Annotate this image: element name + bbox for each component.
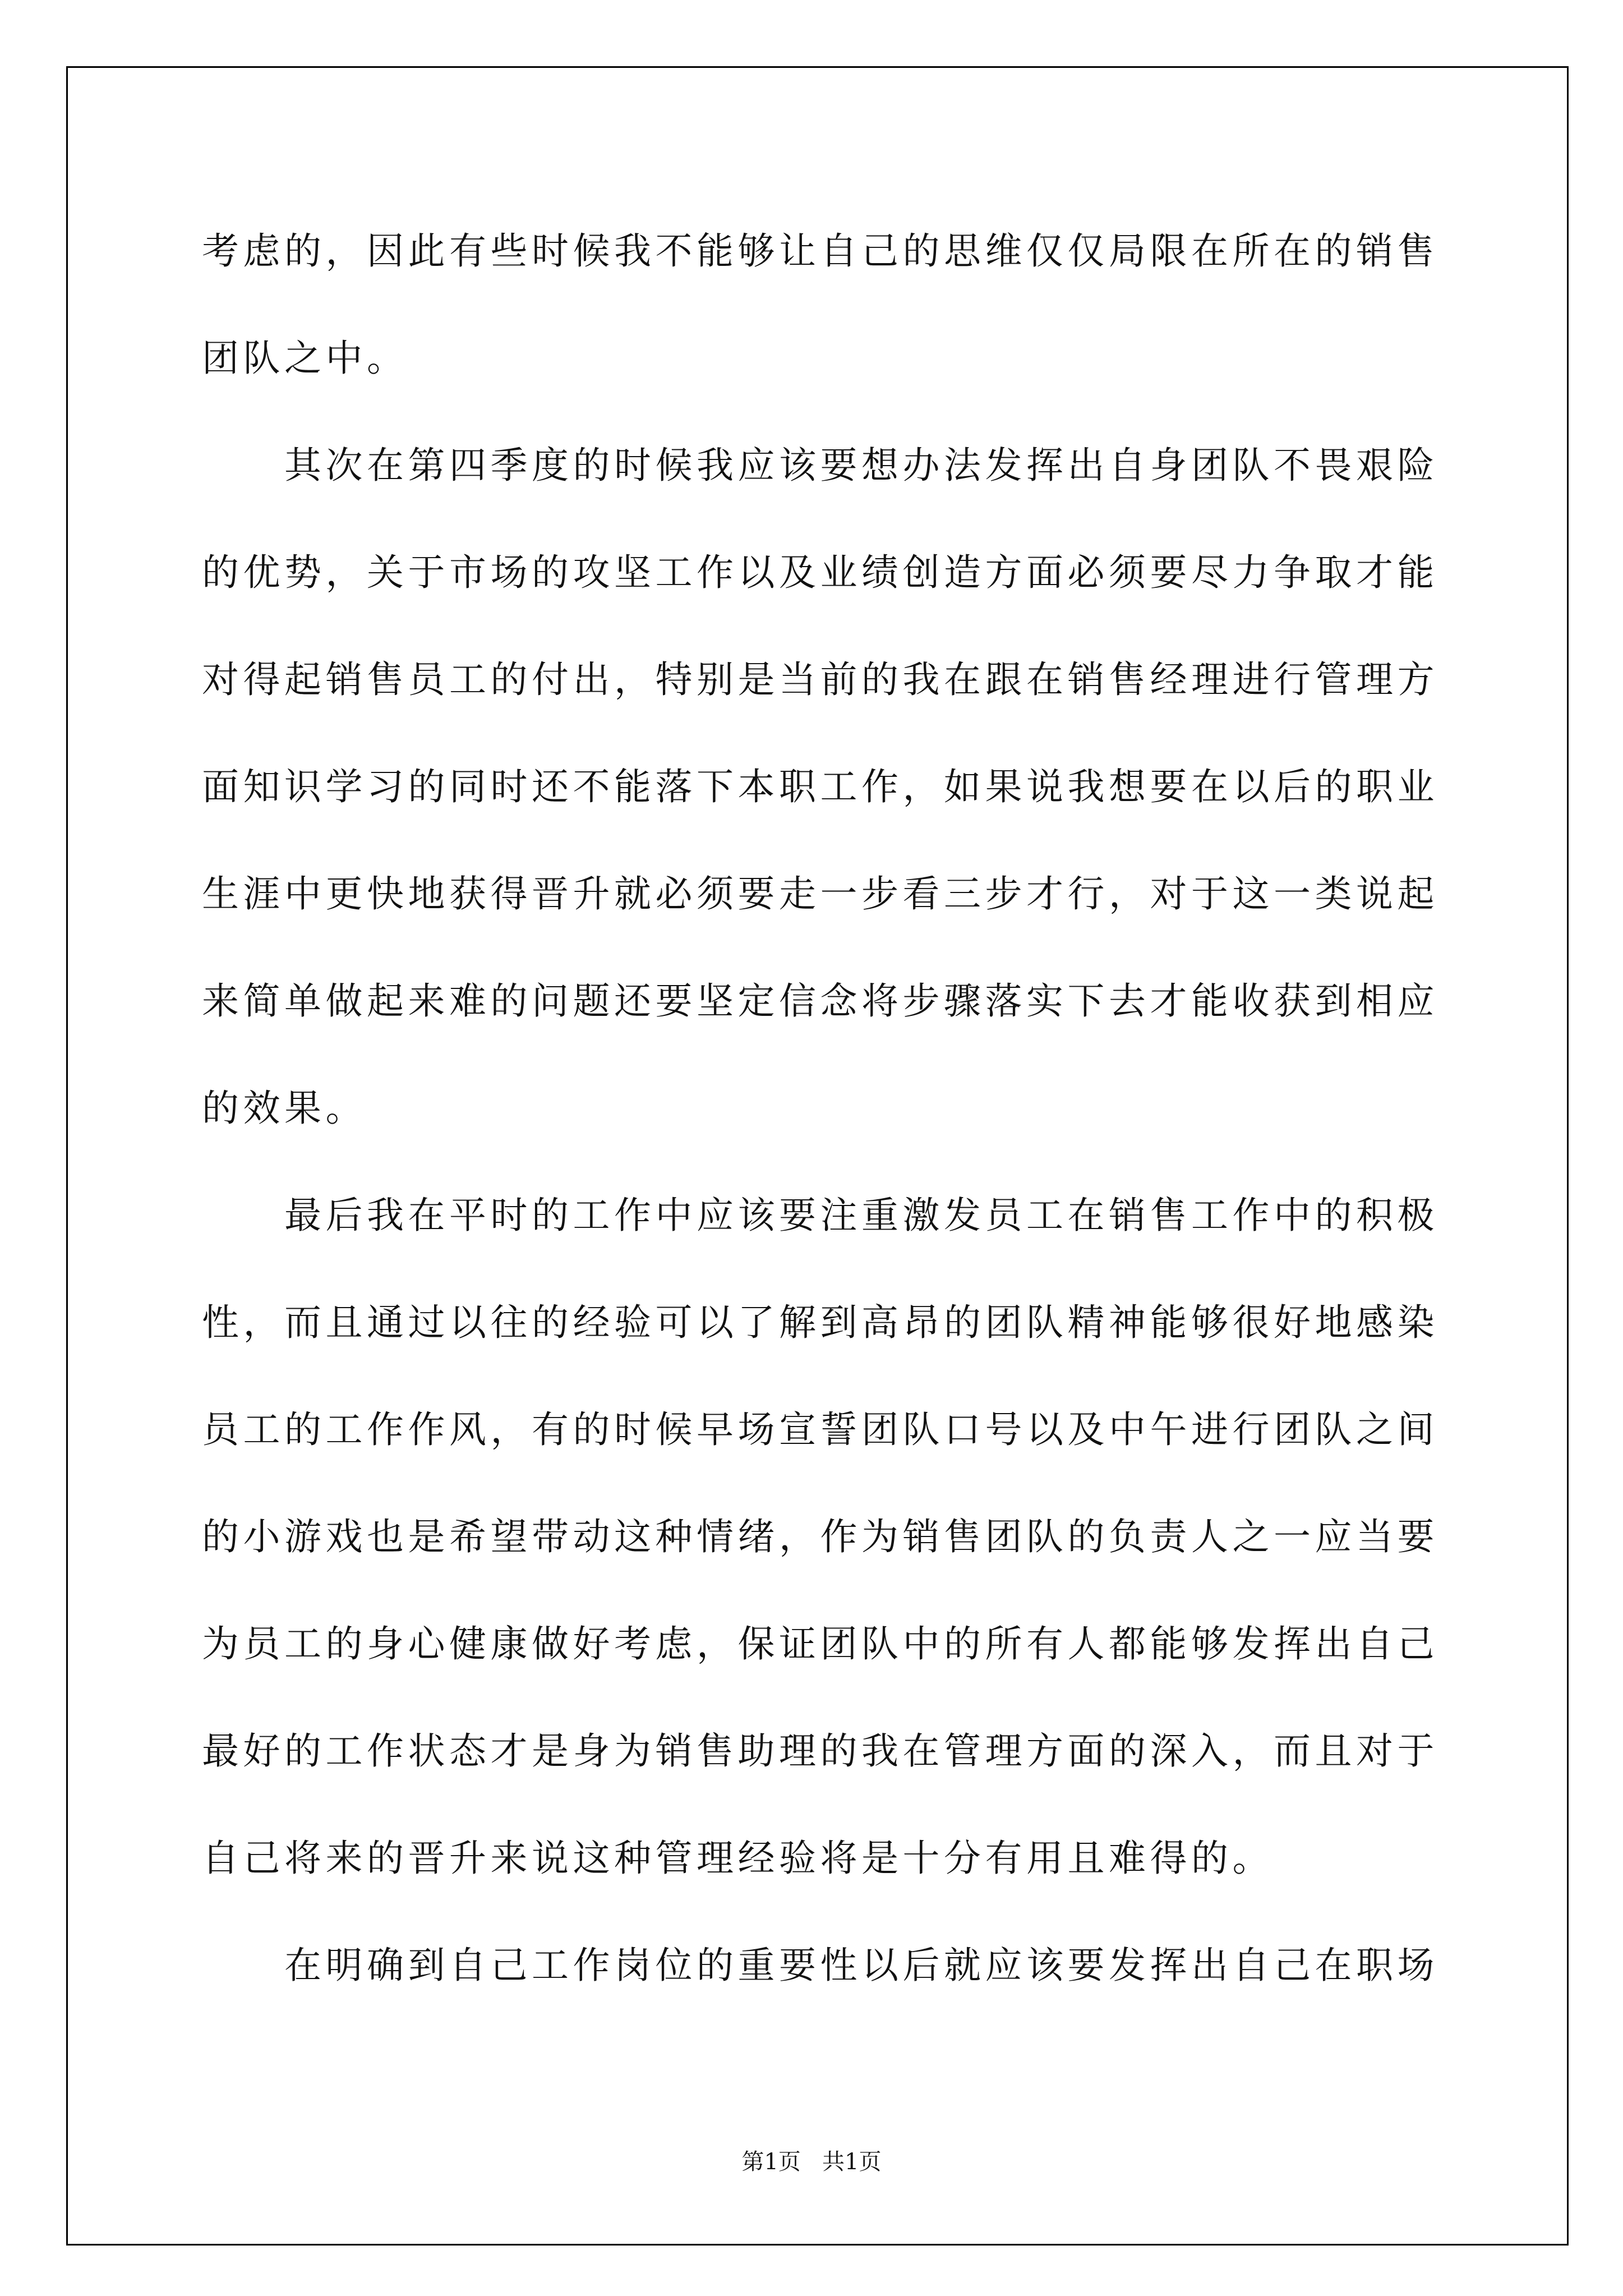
text-line: 性，而且通过以往的经验可以了解到高昂的团队精神能够很好地感染 xyxy=(202,1301,1438,1344)
paragraph xyxy=(202,1162,1458,1912)
document-body xyxy=(202,197,1458,2019)
text-line: 来简单做起来难的问题还要坚定信念将步骤落实下去才能收获到相应 xyxy=(202,979,1438,1023)
paragraph xyxy=(202,1912,1458,2019)
paragraph xyxy=(202,197,1458,412)
text-line: 的小游戏也是希望带动这种情绪，作为销售团队的负责人之一应当要 xyxy=(202,1515,1438,1558)
text-line: 的优势，关于市场的攻坚工作以及业绩创造方面必须要尽力争取才能 xyxy=(202,551,1438,594)
text-line: 为员工的身心健康做好考虑，保证团队中的所有人都能够发挥出自己 xyxy=(202,1622,1438,1665)
text-line: 最好的工作状态才是身为销售助理的我在管理方面的深入，而且对于 xyxy=(202,1729,1438,1773)
text-line: 其次在第四季度的时候我应该要想办法发挥出自身团队不畏艰险 xyxy=(284,444,1438,487)
text-line: 考虑的，因此有些时候我不能够让自己的思维仅仅局限在所在的销售 xyxy=(202,229,1438,273)
text-line: 最后我在平时的工作中应该要注重激发员工在销售工作中的积极 xyxy=(284,1194,1438,1237)
text-line: 对得起销售员工的付出，特别是当前的我在跟在销售经理进行管理方 xyxy=(202,658,1438,701)
text-line: 的效果。 xyxy=(202,1087,367,1130)
text-line: 生涯中更快地获得晋升就必须要走一步看三步才行，对于这一类说起 xyxy=(202,872,1438,915)
text-line: 员工的工作作风，有的时候早场宣誓团队口号以及中午进行团队之间 xyxy=(202,1408,1438,1451)
text-line: 团队之中。 xyxy=(202,337,408,380)
text-line: 面知识学习的同时还不能落下本职工作，如果说我想要在以后的职业 xyxy=(202,765,1438,808)
paragraph xyxy=(202,412,1458,1162)
text-line: 自己将来的晋升来说这种管理经验将是十分有用且难得的。 xyxy=(202,1837,1274,1880)
page-number-footer: 第1页 共1页 xyxy=(741,2149,882,2175)
text-line: 在明确到自己工作岗位的重要性以后就应该要发挥出自己在职场 xyxy=(284,1944,1438,1987)
